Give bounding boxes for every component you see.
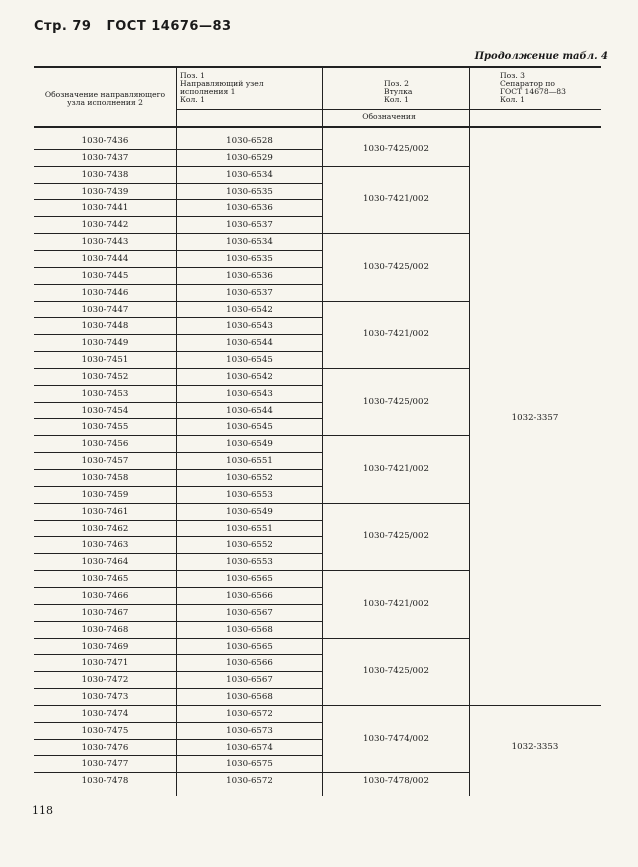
row-line-col2 [176,435,322,436]
table-row-assembly: 1030-6568 [226,624,273,635]
table-row-assembly: 1030-6543 [226,321,273,332]
bushing-group-label: 1030-7425/002 [363,666,429,677]
table-row-code: 1030-7463 [81,540,129,551]
row-line-col1 [34,536,176,537]
table-row-code: 1030-7455 [81,422,129,433]
row-line-col1 [34,621,176,622]
row-line-col2 [176,536,322,537]
table-row-assembly: 1030-6545 [226,422,273,433]
table-row-code: 1030-7462 [81,523,129,534]
bushing-group-line [322,435,469,436]
row-line-col1 [34,418,176,419]
table-row-assembly: 1030-6552 [226,540,273,551]
table-row-assembly: 1030-6553 [226,489,273,500]
row-line-col1 [34,402,176,403]
col3-name: Втулка [384,87,413,96]
table-row-assembly: 1030-6528 [226,136,273,146]
table-row-assembly: 1030-6549 [226,439,273,450]
row-line-col2 [176,368,322,369]
table-row-code: 1030-7444 [81,253,129,264]
row-line-col1 [34,553,176,554]
separator-group-line [469,705,601,706]
bushing-group-label: 1030-7425/002 [363,261,429,272]
row-line-col2 [176,570,322,571]
col2-header [180,72,264,104]
page-number: 118 [32,804,53,817]
col4-header [500,72,566,104]
table-row-assembly: 1030-6551 [226,456,273,467]
table-row-code: 1030-7446 [81,287,129,298]
row-line-col1 [34,199,176,200]
table-row-assembly: 1030-6573 [226,725,273,736]
row-line-col1 [34,250,176,251]
row-line-col1 [34,233,176,234]
row-line-col1 [34,216,176,217]
table-row-code: 1030-7476 [81,742,129,753]
row-line-col1 [34,772,176,773]
row-line-col2 [176,233,322,234]
row-line-col2 [176,452,322,453]
table-row-assembly: 1030-6574 [226,742,273,753]
standard-number: ГОСТ 14676—83 [106,19,232,34]
table-row-code: 1030-7439 [81,186,129,197]
table-row-code: 1030-7469 [81,641,129,652]
table-row-code: 1030-7459 [81,489,129,500]
table-row-assembly: 1030-6542 [226,304,273,315]
table-row-assembly: 1030-6544 [226,405,273,416]
table-row-code: 1030-7458 [81,473,129,483]
table-row-code: 1030-7438 [81,169,129,180]
col2-qty: Кол. 1 [180,95,205,104]
row-line-col2 [176,553,322,554]
row-line-col1 [34,503,176,504]
row-line-col1 [34,351,176,352]
row-line-col1 [34,301,176,302]
bushing-group-line [322,166,469,167]
row-line-col2 [176,284,322,285]
row-line-col1 [34,671,176,672]
row-line-col2 [176,149,322,150]
bushing-group-line [322,233,469,234]
row-line-col1 [34,149,176,150]
row-line-col2 [176,267,322,268]
row-line-col1 [34,368,176,369]
table-row-assembly: 1030-6567 [226,675,273,686]
page-header [34,19,242,34]
col3-qty: Кол. 1 [384,95,409,104]
table-top-border-2 [34,67,601,68]
row-line-col2 [176,402,322,403]
row-line-col1 [34,317,176,318]
row-line-col1 [34,166,176,167]
table-row-assembly: 1030-6565 [226,641,273,652]
row-line-col2 [176,166,322,167]
table-row-assembly: 1030-6567 [226,607,273,618]
row-line-col2 [176,385,322,386]
col-divider-2 [322,66,323,796]
row-line-col2 [176,334,322,335]
table-row-code: 1030-7477 [81,759,129,770]
table-row-code: 1030-7468 [81,624,129,635]
col4-qty: Кол. 1 [500,95,525,104]
table-row-code: 1030-7472 [81,675,129,686]
table-row-assembly: 1030-6568 [226,692,273,703]
col1-header: Обозначение направляющего узла исполнения 2 [44,90,166,107]
table-row-assembly: 1030-6553 [226,557,273,568]
row-line-col1 [34,435,176,436]
table-row-assembly: 1030-6566 [226,658,273,669]
table-row-code: 1030-7466 [81,590,129,601]
table-row-code: 1030-7478 [81,776,129,787]
row-line-col2 [176,183,322,184]
table-row-code: 1030-7443 [81,237,129,248]
table-row-assembly: 1030-6543 [226,388,273,399]
row-line-col2 [176,722,322,723]
table-row-code: 1030-7437 [81,152,129,163]
row-line-col1 [34,638,176,639]
row-line-col2 [176,469,322,470]
separator-group-label: 1032-3353 [511,742,559,753]
row-line-col2 [176,621,322,622]
bushing-group-line [322,301,469,302]
table-row-code: 1030-7451 [81,355,129,366]
row-line-col2 [176,671,322,672]
row-line-col2 [176,688,322,689]
bushing-group-label: 1030-7425/002 [363,396,429,407]
table-row-code: 1030-7461 [81,506,129,517]
table-row-code: 1030-7456 [81,439,129,450]
row-line-col2 [176,604,322,605]
table-row-code: 1030-7457 [81,456,129,467]
bushing-group-label: 1030-7474/002 [363,733,429,744]
bushing-group-line [322,570,469,571]
table-row-code: 1030-7475 [81,725,129,736]
row-line-col2 [176,351,322,352]
row-line-col2 [176,755,322,756]
row-line-col1 [34,604,176,605]
table-row-code: 1030-7442 [81,220,129,231]
row-line-col1 [34,486,176,487]
row-line-col2 [176,772,322,773]
row-line-col1 [34,755,176,756]
col-divider-3 [469,66,470,796]
row-line-col2 [176,654,322,655]
table-row-code: 1030-7441 [81,203,129,214]
table-row-code: 1030-7448 [81,321,129,332]
row-line-col2 [176,301,322,302]
bushing-group-label: 1030-7421/002 [363,464,429,474]
table-row-code: 1030-7436 [81,136,129,146]
row-line-col2 [176,638,322,639]
table-row-assembly: 1030-6552 [226,473,273,483]
row-line-col2 [176,418,322,419]
row-line-col1 [34,722,176,723]
table-row-assembly: 1030-6545 [226,355,273,366]
bushing-group-line [322,705,469,706]
subheader-designations: Обозначения [362,112,416,121]
table-row-assembly: 1030-6529 [226,152,273,163]
row-line-col2 [176,739,322,740]
table-row-assembly: 1030-6565 [226,574,273,585]
col2-pos: Поз. 1 [180,71,205,80]
col3-pos: Поз. 2 [384,79,409,88]
table-row-assembly: 1030-6534 [226,169,273,180]
bushing-group-label: 1030-7421/002 [363,329,429,340]
row-line-col1 [34,520,176,521]
bushing-group-line [322,503,469,504]
table-row-assembly: 1030-6544 [226,338,273,349]
row-line-col2 [176,520,322,521]
bushing-group-label: 1030-7421/002 [363,194,429,205]
table-row-assembly: 1030-6536 [226,203,273,214]
row-line-col2 [176,317,322,318]
row-line-col2 [176,486,322,487]
table-row-assembly: 1030-6575 [226,759,273,770]
table-row-code: 1030-7473 [81,692,129,703]
table-row-code: 1030-7445 [81,270,129,281]
row-line-col1 [34,267,176,268]
row-line-col1 [34,385,176,386]
table-row-assembly: 1030-6535 [226,253,273,264]
col4-pos: Поз. 3 [500,71,525,80]
row-line-col1 [34,587,176,588]
row-line-col2 [176,250,322,251]
page-label: Стр. 79 [34,19,92,34]
table-row-assembly: 1030-6572 [226,708,273,719]
table-row-assembly: 1030-6572 [226,776,273,787]
row-line-col2 [176,216,322,217]
row-line-col1 [34,284,176,285]
bushing-group-label: 1030-7478/002 [363,775,429,786]
bushing-group-label: 1030-7425/002 [363,143,429,154]
col4-name: Сепаратор по [500,79,555,88]
table-row-code: 1030-7464 [81,557,129,568]
table-row-assembly: 1030-6534 [226,237,273,248]
row-line-col2 [176,587,322,588]
row-line-col1 [34,452,176,453]
table-row-assembly: 1030-6549 [226,506,273,517]
row-line-col1 [34,570,176,571]
row-line-col1 [34,739,176,740]
bushing-group-line [322,772,469,773]
table-row-code: 1030-7471 [81,658,129,669]
row-line-col1 [34,654,176,655]
bushing-group-label: 1030-7421/002 [363,598,429,609]
col3-header [384,80,412,104]
col2-version: исполнения 1 [180,87,236,96]
table-row-code: 1030-7453 [81,388,129,399]
bushing-group-line [322,368,469,369]
col4-standard: ГОСТ 14678—83 [500,87,566,96]
bushing-group-line [322,638,469,639]
row-line-col2 [176,503,322,504]
row-line-col1 [34,183,176,184]
table-row-assembly: 1030-6535 [226,186,273,197]
continuation-caption: Продолжение табл. 4 [474,51,608,62]
table-row-assembly: 1030-6566 [226,590,273,601]
table-row-assembly: 1030-6537 [226,287,273,298]
row-line-col1 [34,469,176,470]
table-row-assembly: 1030-6551 [226,523,273,534]
subheader-top-line [176,109,601,110]
row-line-col1 [34,705,176,706]
table-row-code: 1030-7452 [81,371,129,382]
table-row-code: 1030-7449 [81,338,129,349]
col2-name: Направляющий узел [180,79,264,88]
separator-group-label: 1032-3357 [511,413,559,424]
row-line-col1 [34,688,176,689]
bushing-group-label: 1030-7425/002 [363,531,429,542]
table-row-assembly: 1030-6542 [226,371,273,382]
table-row-assembly: 1030-6537 [226,220,273,231]
table-row-assembly: 1030-6536 [226,270,273,281]
table-row-code: 1030-7465 [81,574,129,585]
table-row-code: 1030-7467 [81,607,129,618]
row-line-col1 [34,334,176,335]
row-line-col2 [176,705,322,706]
table-row-code: 1030-7454 [81,405,129,416]
table-row-code: 1030-7474 [81,708,129,719]
header-bottom-line-2 [34,127,601,128]
row-line-col2 [176,199,322,200]
table-row-code: 1030-7447 [81,304,129,315]
